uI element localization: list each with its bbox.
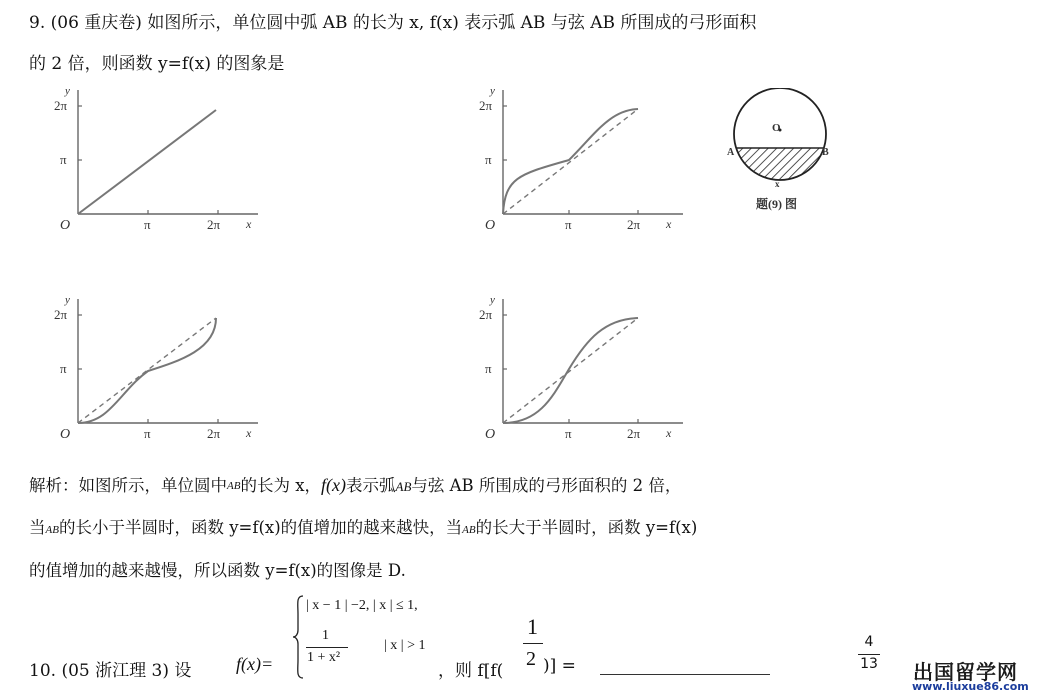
- analysis-text-1d: 与弦 AB 所围成的弓形面积的 2 倍，: [411, 476, 682, 495]
- graph-c-y-label: y: [65, 294, 70, 306]
- graph-d-x-tick-pi: π: [565, 426, 572, 441]
- piece1: | x − 1 | −2, | x | ≤ 1,: [306, 598, 418, 613]
- answer-denominator: 13: [860, 656, 878, 672]
- graph-a-y-tick-2pi: 2π: [54, 98, 68, 113]
- graph-d-y-label: y: [490, 294, 495, 306]
- figure-label-b: B: [822, 147, 829, 158]
- analysis-line1: [29, 472, 681, 496]
- graph-b-x-label: x: [666, 217, 672, 231]
- piece2-condition: | x | > 1: [384, 638, 426, 653]
- graph-d-x-label: x: [666, 426, 672, 440]
- circle-figure: [726, 88, 836, 218]
- analysis-text-2c: 的长大于半圆时，函数 y=f(x): [475, 518, 698, 537]
- graph-c-x-label: x: [246, 426, 252, 440]
- graph-d-y-tick-2pi: 2π: [479, 307, 493, 322]
- figure-center-label: O: [772, 122, 781, 134]
- piece2-denominator: 1 + x²: [307, 650, 341, 665]
- analysis-text-1a: 解析：如图所示，单位圆中: [29, 476, 227, 495]
- graph-b-y-tick-pi: π: [485, 152, 492, 167]
- piecewise-brace: [292, 594, 304, 680]
- figure-caption: 题(9) 图: [756, 197, 797, 211]
- watermark-cn: 出国留学网: [913, 660, 1018, 684]
- half-numerator: 1: [527, 614, 538, 639]
- graph-a-y-tick-pi: π: [60, 152, 67, 167]
- analysis-text-2b: 的长小于半圆时，函数 y=f(x)的值增加的越来越快，当: [58, 518, 463, 537]
- graph-c-origin: O: [60, 427, 71, 442]
- half-denominator: 2: [526, 648, 536, 670]
- piece2-numerator: 1: [322, 628, 329, 643]
- watermark-url: www.liuxue86.com: [912, 680, 1029, 693]
- q10-fx: f(x)=: [236, 654, 274, 674]
- q10-end: )] =: [543, 656, 576, 676]
- q9-line1: 9. (06 重庆卷) 如图所示，单位圆中弧 AB 的长为 x, f(x) 表示弧 AB 与弦 AB 所围成的弓形面积: [29, 13, 757, 33]
- analysis-fx: f(x): [321, 475, 346, 495]
- answer-fraction-bar: [858, 654, 880, 655]
- q9-line2: 的 2 倍，则函数 y=f(x) 的图象是: [29, 54, 285, 74]
- analysis-line3: 的值增加的越来越慢，所以函数 y=f(x)的图像是 D.: [29, 561, 406, 580]
- graph-d-y-tick-pi: π: [485, 361, 492, 376]
- graph-d: [475, 291, 690, 446]
- graph-a: [50, 82, 265, 237]
- arc-ab-symbol: AB: [462, 524, 476, 536]
- arc-ab-symbol: AB: [395, 479, 412, 494]
- graph-b-x-tick-pi: π: [565, 217, 572, 232]
- q10-mid: ，则 f[f(: [438, 661, 504, 681]
- analysis-line2: [29, 514, 697, 538]
- graph-c-y-tick-pi: π: [60, 361, 67, 376]
- graph-b-y-label: y: [490, 85, 495, 97]
- graph-b-y-tick-2pi: 2π: [479, 98, 493, 113]
- graph-b: [475, 82, 690, 237]
- graph-a-x-tick-pi: π: [144, 217, 151, 232]
- q10-prefix: 10. (05 浙江理 3) 设: [29, 661, 192, 681]
- analysis-text-1b: 的长为 x，: [240, 476, 322, 495]
- graph-c: [50, 291, 265, 446]
- answer-blank[interactable]: [600, 674, 770, 675]
- graph-a-origin: O: [60, 218, 71, 233]
- graph-c-x-tick-pi: π: [144, 426, 151, 441]
- graph-a-x-label: x: [246, 217, 252, 231]
- graph-d-origin: O: [485, 427, 496, 442]
- graph-c-x-tick-2pi: 2π: [207, 426, 221, 441]
- graph-b-origin: O: [485, 218, 496, 233]
- figure-label-x: x: [775, 179, 780, 189]
- graph-a-x-tick-2pi: 2π: [207, 217, 221, 232]
- graph-a-y-label: y: [65, 85, 70, 97]
- graph-d-x-tick-2pi: 2π: [627, 426, 641, 441]
- arc-ab-symbol: AB: [45, 524, 59, 536]
- piece2-fraction-bar: [306, 647, 348, 648]
- analysis-text-1c: 表示弧: [346, 476, 396, 495]
- graph-c-y-tick-2pi: 2π: [54, 307, 68, 322]
- answer-numerator: 4: [864, 634, 874, 650]
- half-fraction-bar: [523, 643, 543, 644]
- figure-label-a: A: [727, 147, 735, 158]
- graph-b-x-tick-2pi: 2π: [627, 217, 641, 232]
- arc-ab-symbol: AB: [227, 480, 241, 492]
- analysis-text-2a: 当: [29, 518, 46, 537]
